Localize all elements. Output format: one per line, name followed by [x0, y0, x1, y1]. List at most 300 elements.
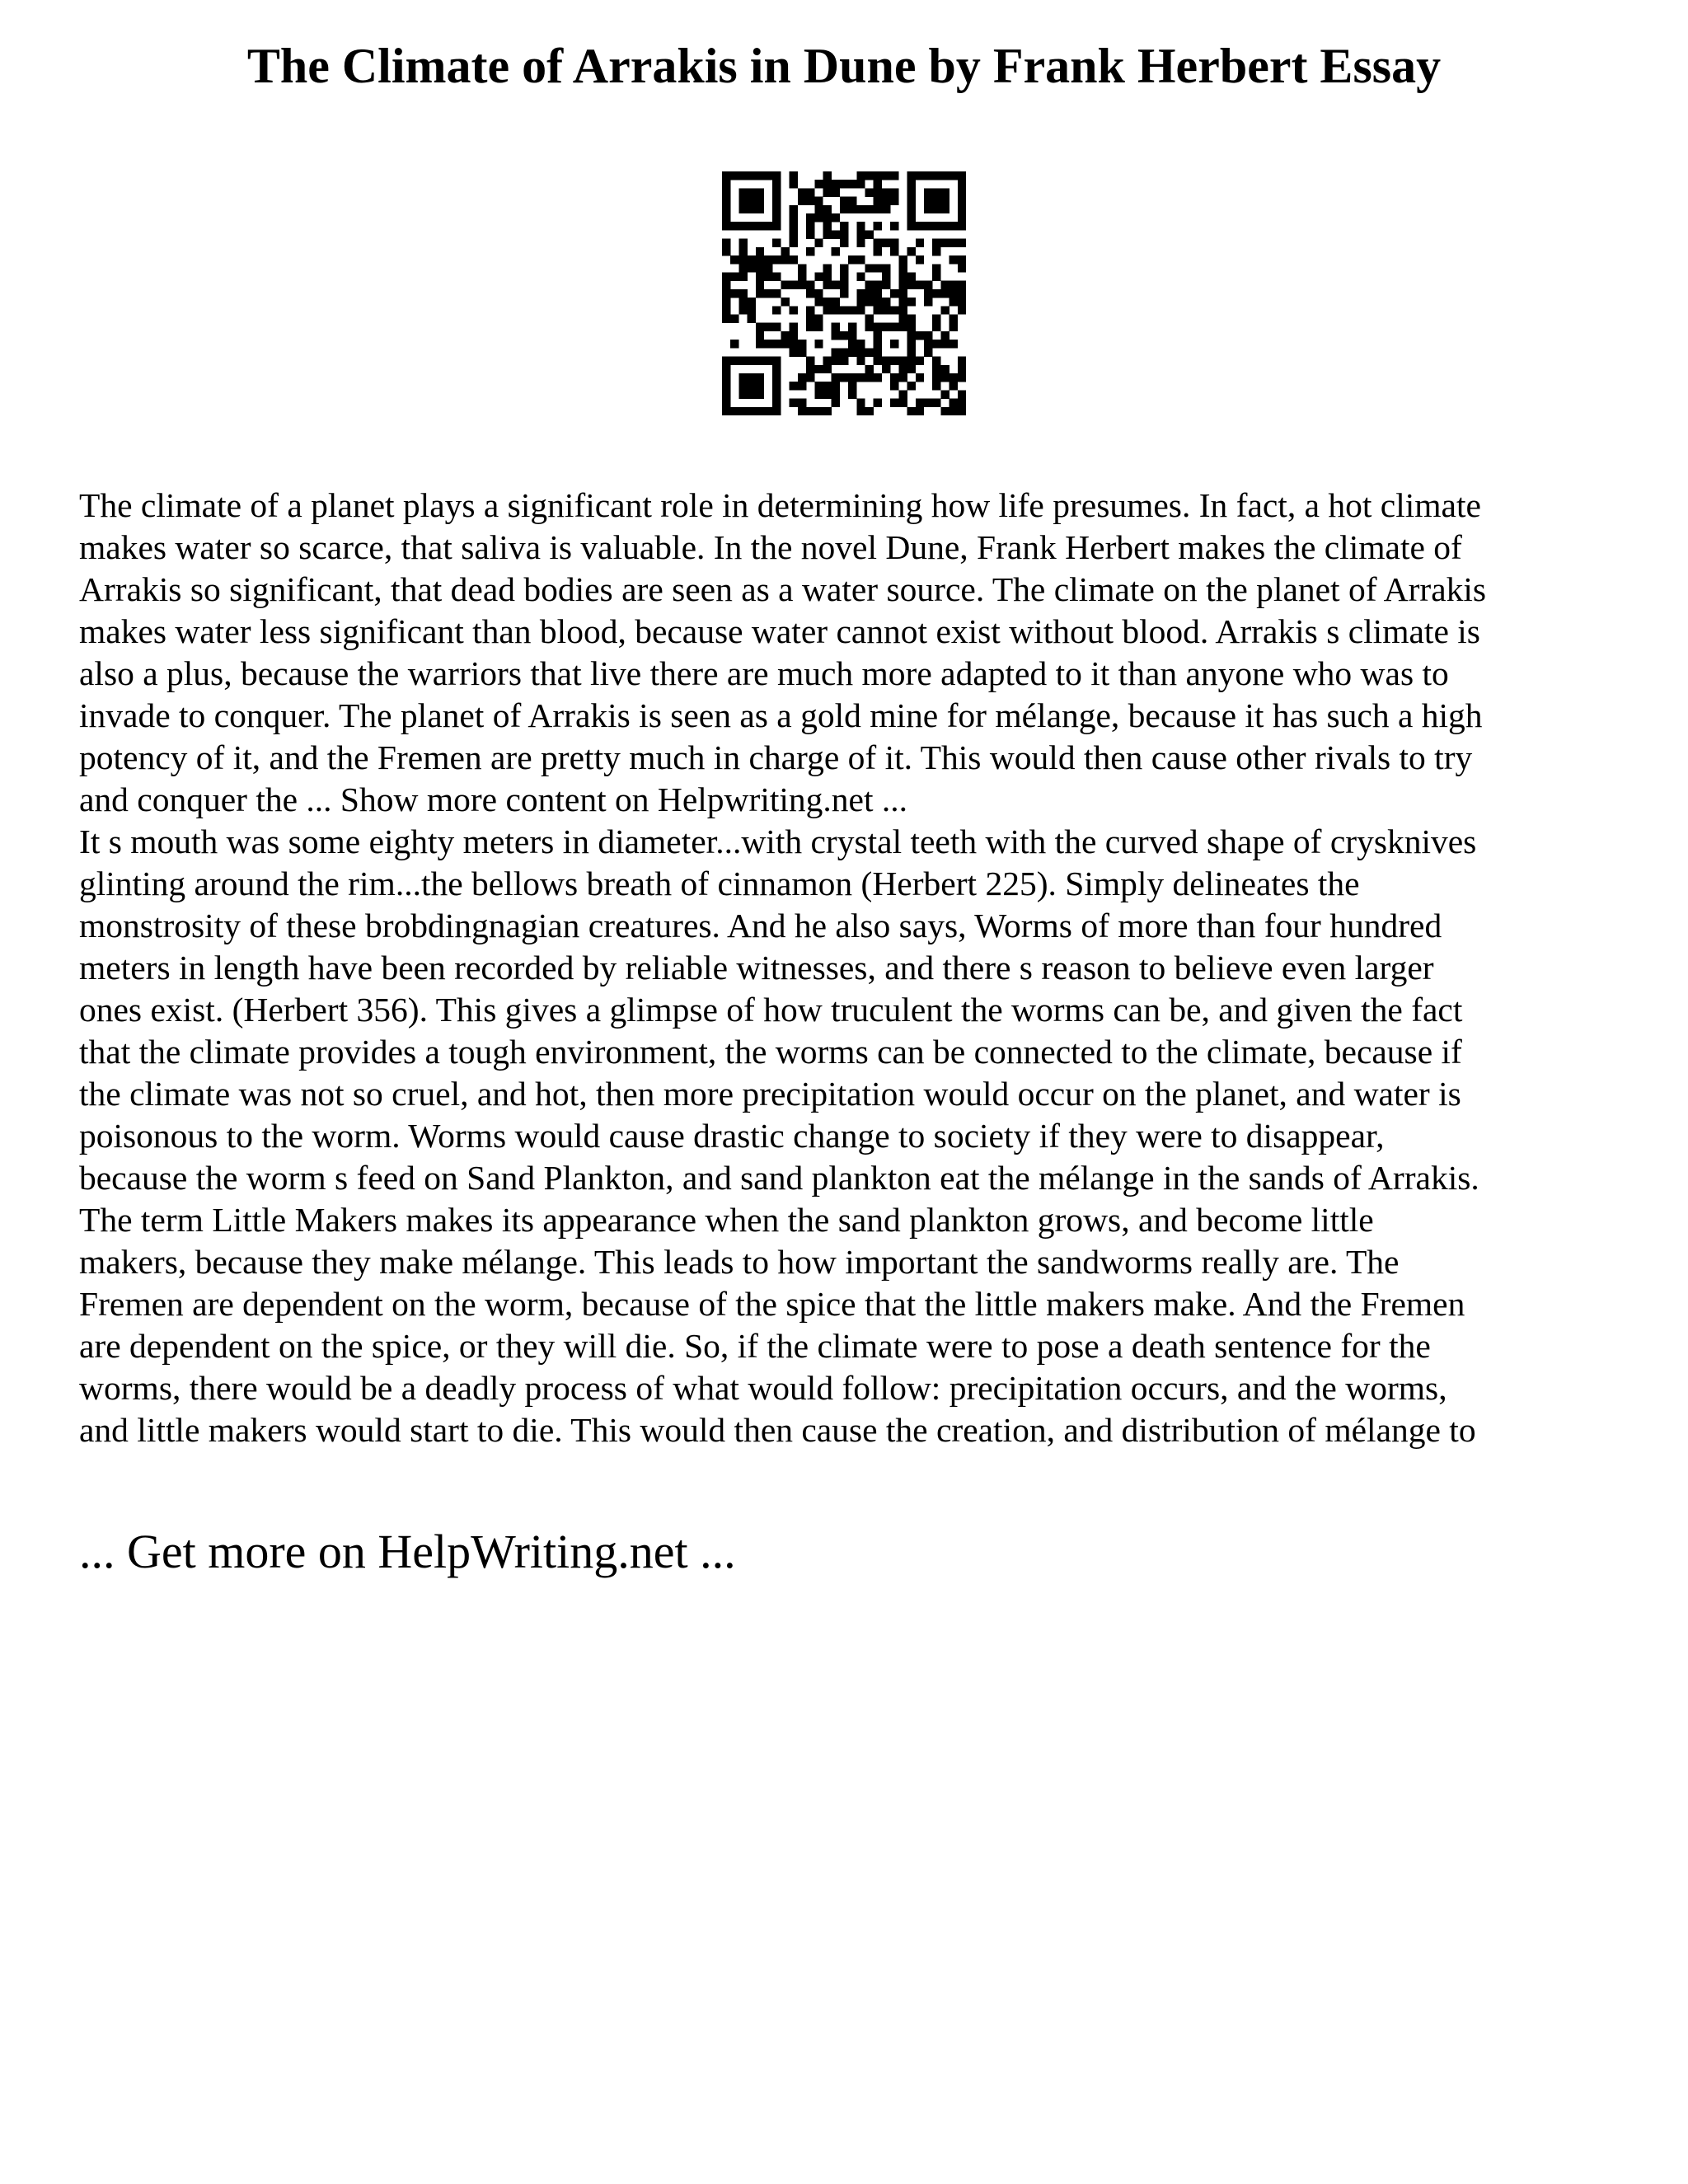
qr-module [790, 205, 798, 213]
qr-module [738, 289, 747, 298]
qr-module [738, 373, 747, 382]
qr-module [772, 390, 781, 398]
qr-module [722, 272, 730, 280]
qr-module [730, 222, 738, 230]
qr-module [882, 197, 890, 205]
qr-module [874, 264, 882, 272]
qr-module [874, 348, 882, 356]
qr-module [916, 357, 924, 365]
qr-module [823, 390, 831, 398]
qr-module [890, 197, 898, 205]
qr-module [781, 247, 789, 255]
body-text-line: and little makers would start to die. This would then cause the creation, and distribution of mélange to [79, 1411, 1476, 1449]
qr-module [806, 365, 814, 373]
qr-module [856, 348, 865, 356]
qr-module [832, 390, 840, 398]
qr-module [924, 399, 932, 407]
qr-module [790, 348, 798, 356]
qr-module [898, 323, 907, 331]
qr-module [950, 239, 958, 247]
qr-module [772, 407, 781, 415]
qr-module [832, 373, 840, 382]
qr-module [932, 239, 940, 247]
qr-module [823, 382, 831, 390]
qr-module [958, 264, 966, 272]
qr-module [756, 373, 764, 382]
qr-module [856, 205, 865, 213]
qr-module [756, 357, 764, 365]
qr-module [748, 171, 756, 180]
qr-module [832, 348, 840, 356]
body-text-line: are dependent on the spice, or they will die. So, if the climate were to pose a death sentence for the [79, 1327, 1431, 1365]
qr-module [882, 306, 890, 314]
qr-module [950, 255, 958, 264]
qr-module [790, 230, 798, 238]
qr-module [772, 357, 781, 365]
qr-module [764, 222, 772, 230]
qr-module [832, 323, 840, 331]
qr-module [840, 197, 848, 205]
get-more-link[interactable]: ... Get more on HelpWriting.net ... [79, 1525, 736, 1578]
body-text-line: poisonous to the worm. Worms would cause drastic change to society if they were to disappear, [79, 1117, 1385, 1155]
qr-code-graphic [722, 171, 966, 415]
qr-module [932, 197, 940, 205]
qr-module [772, 382, 781, 390]
qr-module [772, 197, 781, 205]
qr-module [916, 407, 924, 415]
qr-module [832, 331, 840, 340]
body-text-line: Arrakis so significant, that dead bodies are seen as a water source. The climate on the planet of Arrakis [79, 570, 1487, 608]
qr-module [722, 399, 730, 407]
qr-module [907, 197, 916, 205]
qr-module [940, 331, 949, 340]
qr-module [856, 373, 865, 382]
qr-module [907, 272, 916, 280]
qr-module [924, 289, 932, 298]
qr-module [823, 230, 831, 238]
qr-module [772, 399, 781, 407]
qr-module [756, 390, 764, 398]
page-title: The Climate of Arrakis in Dune by Frank Herbert Essay [246, 39, 1442, 93]
qr-module [756, 197, 764, 205]
qr-module [806, 222, 814, 230]
qr-module [958, 298, 966, 306]
qr-module [823, 171, 831, 180]
qr-module [865, 230, 874, 238]
qr-module [806, 188, 814, 196]
body-text-line: makes water so scarce, that saliva is valuable. In the novel Dune, Frank Herbert makes the climate of [79, 528, 1462, 566]
qr-module [856, 306, 865, 314]
qr-module [890, 373, 898, 382]
qr-module [916, 373, 924, 382]
qr-module [756, 205, 764, 213]
qr-module [856, 289, 865, 298]
qr-module [940, 197, 949, 205]
qr-module [738, 171, 747, 180]
qr-module [924, 171, 932, 180]
qr-module [958, 171, 966, 180]
qr-module [848, 180, 856, 188]
qr-module [932, 272, 940, 280]
body-text-line: also a plus, because the warriors that live there are much more adapted to it than anyone who was to [79, 654, 1449, 692]
qr-module [932, 264, 940, 272]
qr-module [958, 213, 966, 222]
qr-module [823, 365, 831, 373]
qr-module [924, 348, 932, 356]
qr-module [940, 222, 949, 230]
qr-module [790, 306, 798, 314]
qr-module [865, 298, 874, 306]
qr-module [856, 180, 865, 188]
body-text-line: meters in length have been recorded by reliable witnesses, and there s reason to believe even larger [79, 949, 1434, 987]
qr-module [958, 390, 966, 398]
qr-module [738, 382, 747, 390]
qr-module [924, 197, 932, 205]
qr-module [958, 255, 966, 264]
qr-module [874, 357, 882, 365]
qr-module [738, 357, 747, 365]
qr-module [790, 382, 798, 390]
qr-module [722, 306, 730, 314]
qr-module [756, 255, 764, 264]
qr-module [940, 340, 949, 348]
qr-module [832, 306, 840, 314]
qr-module [798, 272, 806, 280]
qr-module [814, 180, 823, 188]
qr-module [874, 239, 882, 247]
qr-module [916, 255, 924, 264]
qr-module [772, 222, 781, 230]
qr-module [890, 357, 898, 365]
qr-module [940, 306, 949, 314]
qr-module [832, 213, 840, 222]
qr-module [958, 197, 966, 205]
qr-module [756, 247, 764, 255]
qr-module [772, 239, 781, 247]
qr-module [748, 298, 756, 306]
qr-module [848, 306, 856, 314]
qr-module [882, 239, 890, 247]
qr-module [890, 399, 898, 407]
qr-module [874, 205, 882, 213]
qr-module [848, 205, 856, 213]
qr-module [738, 272, 747, 280]
qr-module [924, 281, 932, 289]
qr-module [764, 323, 772, 331]
qr-module [882, 272, 890, 280]
qr-module [722, 222, 730, 230]
qr-module [916, 399, 924, 407]
qr-module [907, 407, 916, 415]
qr-module [907, 205, 916, 213]
qr-module [722, 390, 730, 398]
qr-module [874, 188, 882, 196]
qr-module [907, 382, 916, 390]
qr-module [907, 188, 916, 196]
qr-module [832, 298, 840, 306]
qr-module [748, 357, 756, 365]
qr-module [865, 188, 874, 196]
qr-module [950, 399, 958, 407]
qr-module [832, 399, 840, 407]
qr-module [874, 222, 882, 230]
qr-module [932, 247, 940, 255]
qr-module [730, 289, 738, 298]
qr-module [958, 281, 966, 289]
qr-module [814, 239, 823, 247]
qr-module [722, 188, 730, 196]
qr-module [856, 399, 865, 407]
qr-module [756, 281, 764, 289]
qr-module [907, 298, 916, 306]
qr-module [756, 222, 764, 230]
qr-module [932, 373, 940, 382]
qr-module [840, 239, 848, 247]
qr-module [748, 197, 756, 205]
qr-module [722, 407, 730, 415]
qr-module [924, 188, 932, 196]
qr-code-icon [722, 171, 966, 415]
qr-module [832, 382, 840, 390]
qr-module [958, 188, 966, 196]
qr-module [882, 357, 890, 365]
qr-module [932, 357, 940, 365]
qr-module [924, 340, 932, 348]
qr-module [865, 264, 874, 272]
qr-module [882, 264, 890, 272]
qr-module [898, 289, 907, 298]
qr-module [874, 373, 882, 382]
qr-module [823, 180, 831, 188]
qr-module [840, 331, 848, 340]
qr-module [940, 239, 949, 247]
qr-module [840, 306, 848, 314]
qr-module [874, 197, 882, 205]
qr-module [907, 180, 916, 188]
qr-module [806, 323, 814, 331]
qr-module [832, 180, 840, 188]
qr-module [798, 399, 806, 407]
qr-module [848, 255, 856, 264]
qr-module [772, 171, 781, 180]
qr-module [806, 306, 814, 314]
qr-module [764, 340, 772, 348]
qr-module [764, 255, 772, 264]
qr-module [950, 289, 958, 298]
qr-module [958, 306, 966, 314]
qr-module [907, 357, 916, 365]
body-text-line: Fremen are dependent on the worm, because of the spice that the little makers make. And the Fremen [79, 1285, 1465, 1323]
qr-module [790, 255, 798, 264]
qr-module [790, 213, 798, 222]
qr-module [848, 373, 856, 382]
qr-module [781, 255, 789, 264]
qr-module [756, 289, 764, 298]
body-text-line: makes water less significant than blood, because water cannot exist without blood. Arrakis s climate is [79, 612, 1480, 650]
qr-module [940, 373, 949, 382]
qr-module [890, 289, 898, 298]
qr-module [874, 289, 882, 298]
qr-module [756, 382, 764, 390]
qr-module [874, 171, 882, 180]
qr-module [950, 340, 958, 348]
qr-module [874, 298, 882, 306]
qr-module [738, 407, 747, 415]
qr-module [806, 289, 814, 298]
qr-module [806, 230, 814, 238]
qr-module [756, 323, 764, 331]
body-text-line: The term Little Makers makes its appearance when the sand plankton grows, and become little [79, 1201, 1374, 1239]
qr-module [865, 348, 874, 356]
qr-module [856, 222, 865, 230]
qr-module [756, 331, 764, 340]
qr-module [848, 323, 856, 331]
qr-module [806, 247, 814, 255]
qr-module [772, 365, 781, 373]
qr-module [790, 180, 798, 188]
qr-module [848, 331, 856, 340]
qr-module [748, 390, 756, 398]
qr-module [814, 298, 823, 306]
qr-module [772, 306, 781, 314]
qr-module [874, 281, 882, 289]
qr-module [907, 331, 916, 340]
qr-module [958, 180, 966, 188]
qr-module [958, 239, 966, 247]
qr-module [748, 306, 756, 314]
qr-module [814, 205, 823, 213]
qr-module [823, 281, 831, 289]
qr-module [950, 373, 958, 382]
qr-module [874, 331, 882, 340]
qr-module [748, 255, 756, 264]
qr-module [798, 348, 806, 356]
qr-module [772, 289, 781, 298]
qr-module [865, 323, 874, 331]
qr-module [814, 390, 823, 398]
qr-module [772, 255, 781, 264]
qr-module [932, 289, 940, 298]
body-text-line: potency of it, and the Fremen are pretty much in charge of it. This would then cause other rivals to try [79, 738, 1473, 776]
qr-module [748, 373, 756, 382]
body-text-line: worms, there would be a deadly process of what would follow: precipitation occurs, and the worms, [79, 1369, 1447, 1407]
qr-module [823, 222, 831, 230]
qr-module [722, 315, 730, 323]
qr-module [932, 365, 940, 373]
qr-module [738, 222, 747, 230]
qr-module [722, 205, 730, 213]
qr-module [722, 281, 730, 289]
qr-module [932, 222, 940, 230]
qr-module [898, 272, 907, 280]
qr-module [798, 373, 806, 382]
qr-module [940, 205, 949, 213]
qr-module [814, 213, 823, 222]
qr-module [790, 331, 798, 340]
qr-module [814, 407, 823, 415]
qr-module [764, 272, 772, 280]
qr-module [932, 340, 940, 348]
qr-module [848, 348, 856, 356]
qr-module [890, 222, 898, 230]
qr-module [950, 222, 958, 230]
qr-module [848, 197, 856, 205]
qr-module [924, 331, 932, 340]
qr-module [730, 255, 738, 264]
qr-module [748, 382, 756, 390]
qr-module [874, 340, 882, 348]
qr-module [848, 390, 856, 398]
qr-module [907, 213, 916, 222]
qr-module [814, 272, 823, 280]
qr-module [865, 365, 874, 373]
qr-module [940, 390, 949, 398]
qr-module [958, 289, 966, 298]
qr-module [890, 188, 898, 196]
qr-module [790, 340, 798, 348]
qr-module [898, 255, 907, 264]
qr-module [790, 222, 798, 230]
qr-module [856, 255, 865, 264]
qr-module [823, 306, 831, 314]
body-text-line: because the worm s feed on Sand Plankton, and sand plankton eat the mélange in the sands of Arrakis. [79, 1159, 1479, 1197]
qr-module [798, 340, 806, 348]
qr-module [806, 407, 814, 415]
qr-module [722, 180, 730, 188]
qr-module [856, 357, 865, 365]
qr-module [772, 373, 781, 382]
qr-module [738, 264, 747, 272]
qr-module [722, 382, 730, 390]
qr-module [823, 407, 831, 415]
qr-module [932, 382, 940, 390]
qr-module [756, 264, 764, 272]
qr-module [907, 171, 916, 180]
qr-module [772, 213, 781, 222]
qr-module [823, 357, 831, 365]
body-text-line: monstrosity of these brobdingnagian creatures. And he also says, Worms of more than four hundred [79, 907, 1442, 944]
qr-module [958, 357, 966, 365]
qr-module [958, 407, 966, 415]
qr-module [738, 306, 747, 314]
qr-module [756, 171, 764, 180]
qr-module [790, 399, 798, 407]
body-text-line: makers, because they make mélange. This leads to how important the sandworms really are. The [79, 1243, 1400, 1281]
qr-module [764, 289, 772, 298]
qr-module [932, 323, 940, 331]
qr-module [823, 205, 831, 213]
qr-module [950, 171, 958, 180]
qr-module [898, 399, 907, 407]
qr-module [832, 281, 840, 289]
body-text-line: It s mouth was some eighty meters in diameter...with crystal teeth with the curved shape of crysknives [79, 823, 1477, 860]
qr-module [764, 171, 772, 180]
qr-module [932, 399, 940, 407]
qr-module [865, 373, 874, 382]
qr-module [722, 247, 730, 255]
qr-module [856, 407, 865, 415]
qr-module [823, 298, 831, 306]
qr-module [890, 247, 898, 255]
qr-module [814, 365, 823, 373]
qr-module [722, 239, 730, 247]
qr-module [950, 323, 958, 331]
qr-module [764, 407, 772, 415]
qr-module [856, 239, 865, 247]
qr-module [722, 289, 730, 298]
qr-module [958, 365, 966, 373]
qr-module [950, 298, 958, 306]
